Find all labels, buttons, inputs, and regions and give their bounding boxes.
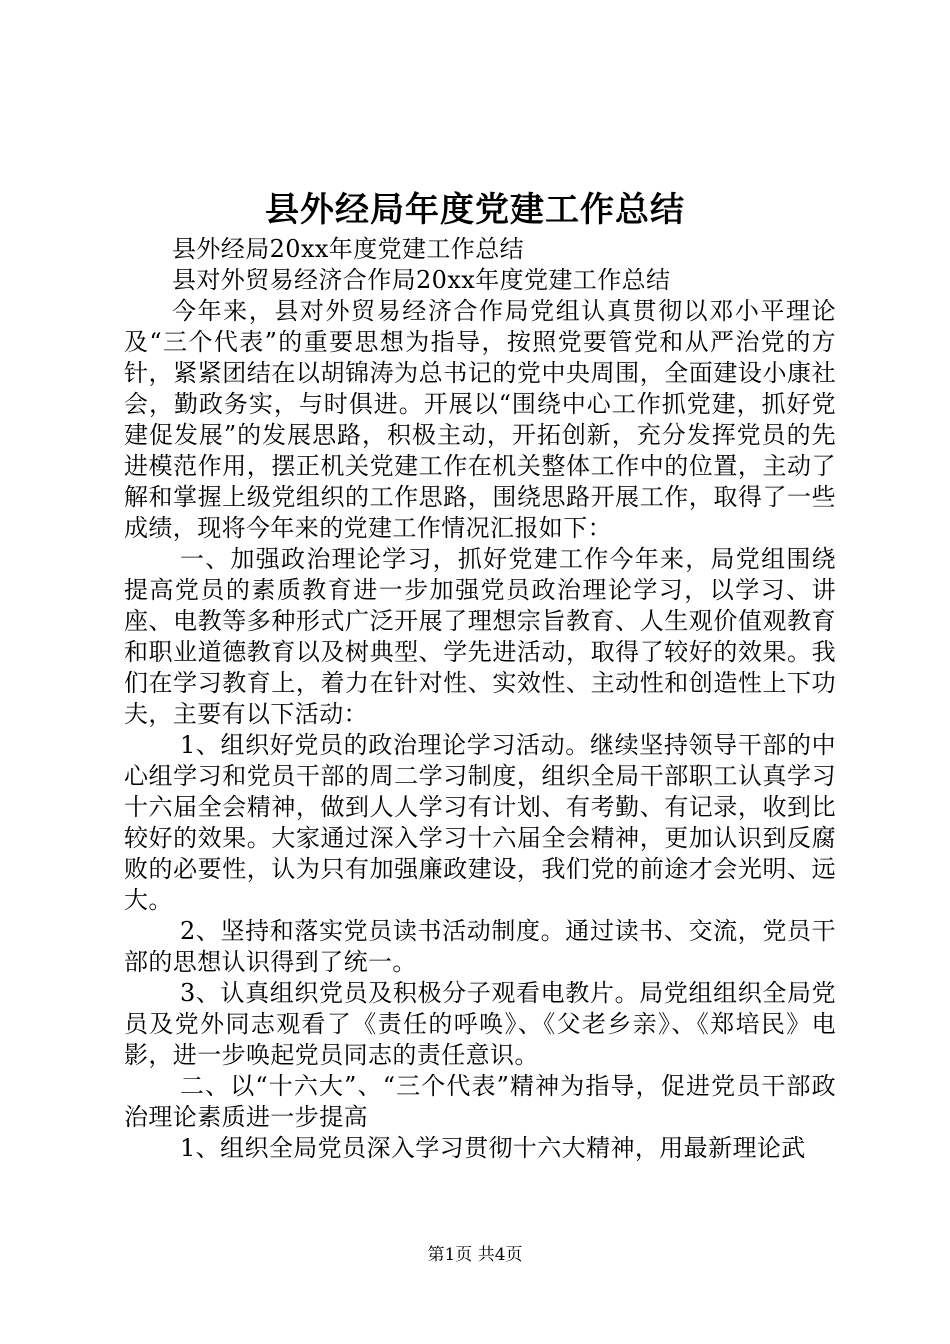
item-one-paragraph: 1、组织好党员的政治理论学习活动。继续坚持领导干部的中心组学习和党员干部的周二学习制度，组织全局干部职工认真学习十六届全会精神，做到人人学习有计划、有考勤、有记录，收到比较好的效果。大家通过深入学习十六届全会精神，更加认识到反腐败的必要性，认为只有加强廉政建设，我们党的前途才会光明、远大。	[124, 731, 836, 914]
item-two-paragraph: 2、坚持和落实党员读书活动制度。通过读书、交流，党员干部的思想认识得到了统一。	[124, 917, 836, 976]
item-three-paragraph: 3、认真组织党员及积极分子观看电教片。局党组组织全局党员及党外同志观看了《责任的呼唤》、《父老乡亲》、《郑培民》电影，进一步唤起党员同志的责任意识。	[124, 979, 836, 1069]
intro-paragraph: 今年来，县对外贸易经济合作局党组认真贯彻以邓小平理论及“三个代表”的重要思想为指导，按照党要管党和从严治党的方针，紧紧团结在以胡锦涛为总书记的党中央周围，全面建设小康社会，勤政务实，与时俱进。开展以“围绕中心工作抓党建，抓好党建促发展”的发展思路，积极主动，开拓创新，充分发挥党员的先进模范作用，摆正机关党建工作在机关整体工作中的位置，主动了解和掌握上级党组织的工作思路，围绕思路开展工作，取得了一些成绩，现将今年来的党建工作情况汇报如下：	[124, 297, 836, 542]
document-title: 县外经局年度党建工作总结	[265, 190, 685, 230]
section-one-paragraph: 一、加强政治理论学习，抓好党建工作今年来，局党组围绕提高党员的素质教育进一步加强党员政治理论学习，以学习、讲座、电教等多种形式广泛开展了理想宗旨教育、人生观价值观教育和职业道德教育以及树典型、学先进活动，取得了较好的效果。我们在学习教育上，着力在针对性、实效性、主动性和创造性上下功夫，主要有以下活动：	[124, 545, 836, 728]
subtitle-paragraph-full: 县对外贸易经济合作局20xx年度党建工作总结	[172, 266, 671, 294]
section-two-item-one-paragraph: 1、组织全局党员深入学习贯彻十六大精神，用最新理论武	[180, 1134, 806, 1162]
document-body	[124, 234, 836, 1164]
subtitle-paragraph: 县外经局20xx年度党建工作总结	[172, 235, 525, 263]
page-number-footer: 第1页 共4页	[427, 1245, 523, 1265]
section-two-paragraph: 二、以“十六大”、“三个代表”精神为指导，促进党员干部政治理论素质进一步提高	[124, 1072, 836, 1131]
